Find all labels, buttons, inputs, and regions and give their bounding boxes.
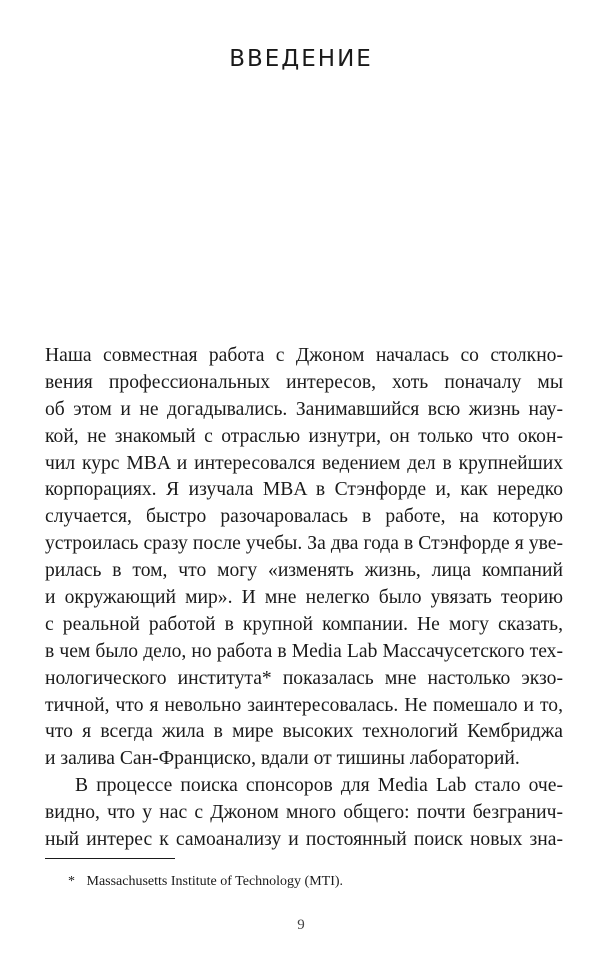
text-line: кой, не знакомый с отраслью изнутри, он только что окон- [45, 425, 563, 447]
text-line: тичной, что я невольно заинтересовалась. Не помешало и то, [45, 694, 563, 716]
text-line: и залива Сан-Франциско, вдали от тишины лабораторий. [45, 748, 520, 770]
text-line: видно, что у нас с Джоном много общего: почти безгранич- [45, 802, 563, 824]
text-line: с реальной работой в крупной компании. Не могу сказать, [45, 613, 563, 635]
text-line: корпорациях. Я изучала MBA в Стэнфорде и, как нередко [45, 479, 563, 501]
footnote-mark: * [68, 874, 75, 889]
text-line: случается, быстро разочаровалась в работе, на которую [45, 506, 563, 528]
footnote-divider [45, 858, 175, 859]
text-line: вения профессиональных интересов, хоть поначалу мы [45, 371, 563, 393]
text-line: и окружающий мир». И мне нелегко было увязать теорию [45, 587, 563, 609]
page-number: 9 [297, 917, 305, 933]
text-line: в чем было дело, но работа в Media Lab Массачусетского тех- [45, 640, 563, 662]
text-line: чил курс MBA и интересовался ведением дел в крупнейших [45, 452, 563, 474]
text-line: что я всегда жила в мире высоких технологий Кембриджа [45, 721, 563, 743]
text-line: Наша совместная работа с Джоном началась со столкно- [45, 345, 563, 366]
text-line: устроилась сразу после учебы. За два года в Стэнфорде я уве- [45, 533, 563, 555]
text-line: об этом и не догадывались. Занимавшийся всю жизнь нау- [45, 398, 563, 420]
text-line: рилась в том, что могу «изменять жизнь, лица компаний [45, 560, 563, 582]
footnote-text: Massachusetts Institute of Technology (MTI). [86, 874, 344, 889]
body-text [45, 343, 563, 854]
footnote [68, 874, 343, 890]
text-line: нологического института* показалась мне настолько экзо- [45, 667, 563, 689]
text-line: ный интерес к самоанализу и постоянный поиск новых зна- [45, 829, 563, 851]
text-line: В процессе поиска спонсоров для Media Lab стало оче- [75, 775, 563, 797]
chapter-title: ВВЕДЕНИЕ [229, 46, 373, 72]
